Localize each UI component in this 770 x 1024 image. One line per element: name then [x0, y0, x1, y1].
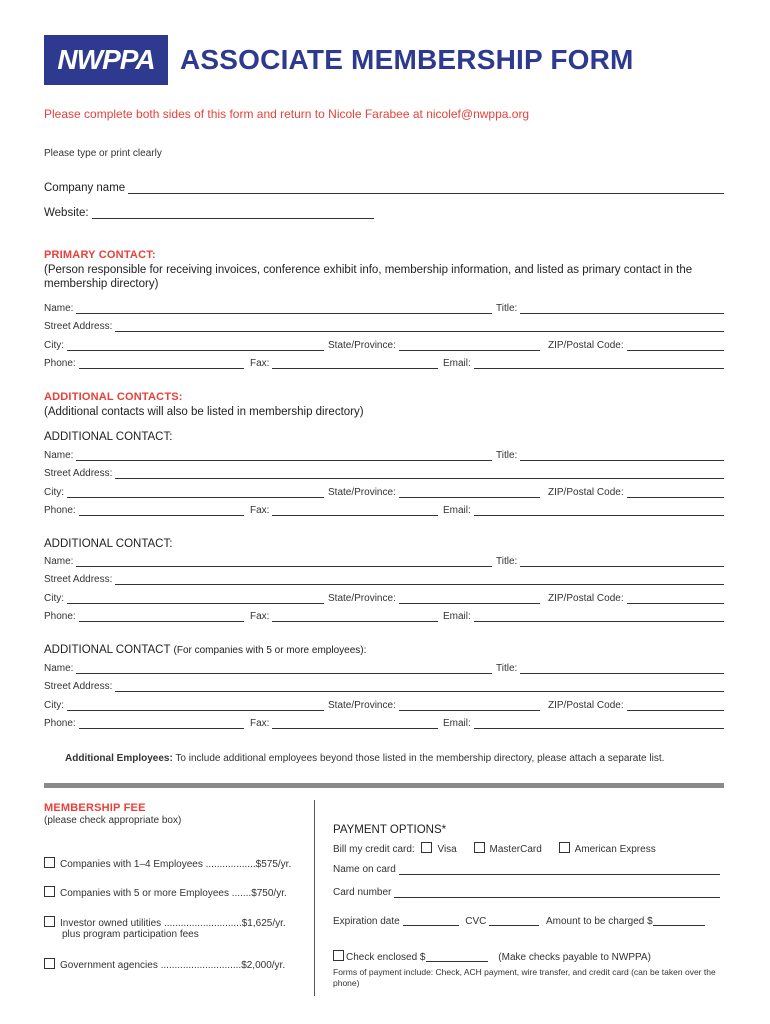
additional-1-zip-field[interactable] — [548, 487, 724, 498]
additional-3-title-line[interactable] — [520, 663, 724, 674]
additional-2-zip-label: ZIP/Postal Code: — [548, 593, 624, 604]
additional-1-fax-label: Fax: — [250, 505, 270, 516]
website-line[interactable] — [92, 208, 374, 219]
additional-contacts-heading: ADDITIONAL CONTACTS: — [44, 391, 183, 403]
additional-3-street-field[interactable] — [44, 681, 724, 692]
primary-phone-label: Phone: — [44, 358, 76, 369]
fee-option-1[interactable] — [44, 857, 291, 870]
check-enclosed-label: Check enclosed $ — [346, 952, 426, 963]
check-payable-note: (Make checks payable to NWPPA) — [498, 952, 651, 963]
additional-3-city-line[interactable] — [67, 700, 324, 711]
additional-1-email-label: Email: — [443, 505, 471, 516]
additional-1-name-line[interactable] — [76, 450, 492, 461]
expiration-cvc-amount-row — [333, 915, 705, 927]
additional-2-name-label: Name: — [44, 556, 74, 567]
additional-3-city-field[interactable] — [44, 700, 324, 711]
additional-1-fax-field[interactable] — [250, 505, 438, 516]
additional-contact-3-heading — [44, 644, 366, 656]
primary-zip-line[interactable] — [627, 340, 724, 351]
primary-city-label: City: — [44, 340, 64, 351]
additional-1-name-field[interactable] — [44, 450, 492, 461]
additional-1-zip-label: ZIP/Postal Code: — [548, 487, 624, 498]
additional-2-state-label: State/Province: — [328, 593, 396, 604]
primary-city-line[interactable] — [67, 340, 324, 351]
fee-option-1-label: Companies with 1–4 Employees .................. — [60, 859, 256, 870]
amount-label: Amount to be charged $ — [545, 916, 653, 927]
additional-3-phone-line[interactable] — [79, 718, 244, 729]
primary-fax-field[interactable] — [250, 358, 438, 369]
additional-3-zip-line[interactable] — [627, 700, 724, 711]
cvc-line[interactable] — [489, 915, 539, 926]
additional-2-zip-line[interactable] — [627, 593, 724, 604]
check-amount-line[interactable] — [426, 951, 488, 962]
additional-1-title-field[interactable] — [496, 450, 724, 461]
additional-1-fax-line[interactable] — [272, 505, 438, 516]
additional-2-title-field[interactable] — [496, 556, 724, 567]
additional-2-city-field[interactable] — [44, 593, 324, 604]
bill-card-label: Bill my credit card: — [333, 844, 415, 855]
additional-3-zip-field[interactable] — [548, 700, 724, 711]
amex-checkbox[interactable] — [559, 842, 570, 853]
primary-email-label: Email: — [443, 358, 471, 369]
additional-2-street-line[interactable] — [115, 574, 724, 585]
visa-checkbox[interactable] — [421, 842, 432, 853]
additional-contact-1-heading: ADDITIONAL CONTACT: — [44, 431, 173, 443]
additional-2-zip-field[interactable] — [548, 593, 724, 604]
primary-phone-line[interactable] — [79, 358, 244, 369]
name-on-card-label: Name on card — [333, 864, 396, 875]
additional-2-fax-field[interactable] — [250, 611, 438, 622]
primary-name-line[interactable] — [76, 303, 492, 314]
additional-1-zip-line[interactable] — [627, 487, 724, 498]
primary-phone-field[interactable] — [44, 358, 244, 369]
section-divider — [44, 783, 724, 788]
fee-option-3[interactable] — [44, 916, 286, 929]
primary-city-field[interactable] — [44, 340, 324, 351]
visa-label: Visa — [437, 844, 457, 855]
additional-3-fax-line[interactable] — [272, 718, 438, 729]
additional-1-name-label: Name: — [44, 450, 74, 461]
company-name-field[interactable] — [44, 182, 724, 194]
card-number-field[interactable] — [333, 887, 720, 898]
additional-3-name-label: Name: — [44, 663, 74, 674]
additional-3-state-field[interactable] — [328, 700, 540, 711]
additional-3-title-label: Title: — [496, 663, 518, 674]
additional-2-state-line[interactable] — [399, 593, 540, 604]
amex-label: American Express — [574, 844, 656, 855]
additional-2-state-field[interactable] — [328, 593, 540, 604]
fee-option-2[interactable] — [44, 886, 287, 899]
primary-name-field[interactable] — [44, 303, 492, 314]
additional-1-phone-label: Phone: — [44, 505, 76, 516]
additional-3-fax-label: Fax: — [250, 718, 270, 729]
additional-1-city-line[interactable] — [67, 487, 324, 498]
additional-contact-3-note: (For companies with 5 or more employees): — [173, 645, 367, 656]
primary-title-line[interactable] — [520, 303, 724, 314]
fee-option-4-label: Government agencies ............................. — [60, 960, 242, 971]
primary-email-line[interactable] — [474, 358, 724, 369]
additional-1-state-field[interactable] — [328, 487, 540, 498]
additional-2-name-field[interactable] — [44, 556, 492, 567]
additional-3-email-field[interactable] — [443, 718, 724, 729]
additional-3-email-line[interactable] — [474, 718, 724, 729]
additional-3-phone-label: Phone: — [44, 718, 76, 729]
additional-2-email-field[interactable] — [443, 611, 724, 622]
primary-fax-label: Fax: — [250, 358, 270, 369]
additional-employees-text: To include additional employees beyond those listed in the membership directory, please attach a separate list. — [175, 753, 665, 764]
amount-line[interactable] — [653, 915, 705, 926]
additional-2-phone-field[interactable] — [44, 611, 244, 622]
cvc-label: CVC — [465, 916, 487, 927]
additional-3-fax-field[interactable] — [250, 718, 438, 729]
name-on-card-line[interactable] — [399, 864, 720, 875]
website-label: Website: — [44, 207, 89, 219]
primary-street-field[interactable] — [44, 321, 724, 332]
primary-zip-label: ZIP/Postal Code: — [548, 340, 624, 351]
additional-3-state-label: State/Province: — [328, 700, 396, 711]
mastercard-checkbox[interactable] — [474, 842, 485, 853]
additional-3-phone-field[interactable] — [44, 718, 244, 729]
additional-contact-3-title: ADDITIONAL CONTACT — [44, 644, 171, 656]
additional-1-phone-field[interactable] — [44, 505, 244, 516]
additional-1-city-label: City: — [44, 487, 64, 498]
primary-title-field[interactable] — [496, 303, 724, 314]
additional-1-street-field[interactable] — [44, 468, 724, 479]
bill-credit-card-row — [333, 842, 656, 855]
primary-contact-description: (Person responsible for receiving invoices, conference exhibit info, membership information, and listed as primary contact in the membership directory) — [44, 264, 693, 290]
additional-1-state-label: State/Province: — [328, 487, 396, 498]
additional-2-fax-line[interactable] — [272, 611, 438, 622]
additional-3-name-field[interactable] — [44, 663, 492, 674]
additional-3-street-label: Street Address: — [44, 681, 113, 692]
additional-2-phone-line[interactable] — [79, 611, 244, 622]
additional-2-phone-label: Phone: — [44, 611, 76, 622]
payment-options-heading: PAYMENT OPTIONS* — [333, 824, 447, 836]
primary-name-label: Name: — [44, 303, 74, 314]
check-enclosed-row — [333, 950, 651, 963]
fee-option-2-label: Companies with 5 or more Employees ....... — [60, 888, 252, 899]
additional-1-street-label: Street Address: — [44, 468, 113, 479]
fee-option-4-price: $2,000/yr. — [241, 960, 286, 971]
additional-2-fax-label: Fax: — [250, 611, 270, 622]
name-on-card-field[interactable] — [333, 864, 720, 875]
company-name-label: Company name — [44, 182, 126, 194]
membership-fee-sub: (please check appropriate box) — [44, 815, 182, 826]
additional-1-state-line[interactable] — [399, 487, 540, 498]
primary-state-label: State/Province: — [328, 340, 396, 351]
additional-1-street-line[interactable] — [115, 468, 724, 479]
additional-1-title-line[interactable] — [520, 450, 724, 461]
additional-2-title-line[interactable] — [520, 556, 724, 567]
membership-fee-heading: MEMBERSHIP FEE — [44, 802, 146, 814]
fee-option-4-checkbox[interactable] — [44, 958, 55, 969]
fee-option-1-price: $575/yr. — [255, 859, 292, 870]
fee-option-4[interactable] — [44, 958, 285, 971]
additional-contacts-description: (Additional contacts will also be listed in membership directory) — [44, 406, 364, 418]
additional-2-title-label: Title: — [496, 556, 518, 567]
additional-2-email-line[interactable] — [474, 611, 724, 622]
fee-option-3-label: Investor owned utilities ............................ — [60, 918, 242, 929]
nwppa-logo — [44, 35, 168, 85]
additional-2-city-label: City: — [44, 593, 64, 604]
column-divider — [314, 800, 315, 996]
additional-3-street-line[interactable] — [115, 681, 724, 692]
print-note: Please type or print clearly — [44, 148, 162, 159]
expiration-line[interactable] — [403, 915, 459, 926]
expiration-label: Expiration date — [333, 916, 400, 927]
additional-2-email-label: Email: — [443, 611, 471, 622]
additional-2-name-line[interactable] — [76, 556, 492, 567]
additional-3-state-line[interactable] — [399, 700, 540, 711]
fee-option-2-price: $750/yr. — [251, 888, 287, 899]
fee-option-2-checkbox[interactable] — [44, 886, 55, 897]
additional-2-street-field[interactable] — [44, 574, 724, 585]
additional-3-zip-label: ZIP/Postal Code: — [548, 700, 624, 711]
additional-1-city-field[interactable] — [44, 487, 324, 498]
primary-street-line[interactable] — [115, 321, 724, 332]
additional-1-title-label: Title: — [496, 450, 518, 461]
additional-employees-note — [65, 753, 664, 764]
website-field[interactable] — [44, 207, 374, 219]
primary-email-field[interactable] — [443, 358, 724, 369]
additional-1-phone-line[interactable] — [79, 505, 244, 516]
company-name-line[interactable] — [128, 183, 724, 194]
fee-option-3-checkbox[interactable] — [44, 916, 55, 927]
additional-1-email-field[interactable] — [443, 505, 724, 516]
primary-zip-field[interactable] — [548, 340, 724, 351]
return-instructions: Please complete both sides of this form and return to Nicole Farabee at nicolef@nwppa.org — [44, 107, 530, 121]
primary-state-line[interactable] — [399, 340, 540, 351]
primary-contact-heading: PRIMARY CONTACT: — [44, 249, 156, 261]
additional-contact-2-heading: ADDITIONAL CONTACT: — [44, 538, 173, 550]
additional-1-email-line[interactable] — [474, 505, 724, 516]
card-number-label: Card number — [333, 887, 392, 898]
primary-title-label: Title: — [496, 303, 518, 314]
form-title: ASSOCIATE MEMBERSHIP FORM — [180, 44, 634, 75]
payment-forms-note: Forms of payment include: Check, ACH payment, wire transfer, and credit card (can be taken over the phone) — [333, 967, 716, 988]
logo-text: NWPPA — [57, 44, 155, 75]
mastercard-label: MasterCard — [489, 844, 542, 855]
primary-state-field[interactable] — [328, 340, 540, 351]
additional-3-name-line[interactable] — [76, 663, 492, 674]
additional-2-city-line[interactable] — [67, 593, 324, 604]
additional-3-city-label: City: — [44, 700, 64, 711]
primary-fax-line[interactable] — [272, 358, 438, 369]
additional-employees-bold: Additional Employees: — [65, 753, 173, 764]
fee-option-3-price: $1,625/yr. — [241, 918, 286, 929]
fee-option-1-checkbox[interactable] — [44, 857, 55, 868]
card-number-line[interactable] — [394, 887, 720, 898]
additional-2-street-label: Street Address: — [44, 574, 113, 585]
additional-3-email-label: Email: — [443, 718, 471, 729]
additional-3-title-field[interactable] — [496, 663, 724, 674]
fee-option-3-extra: plus program participation fees — [62, 929, 199, 940]
primary-street-label: Street Address: — [44, 321, 113, 332]
check-enclosed-checkbox[interactable] — [333, 950, 344, 961]
